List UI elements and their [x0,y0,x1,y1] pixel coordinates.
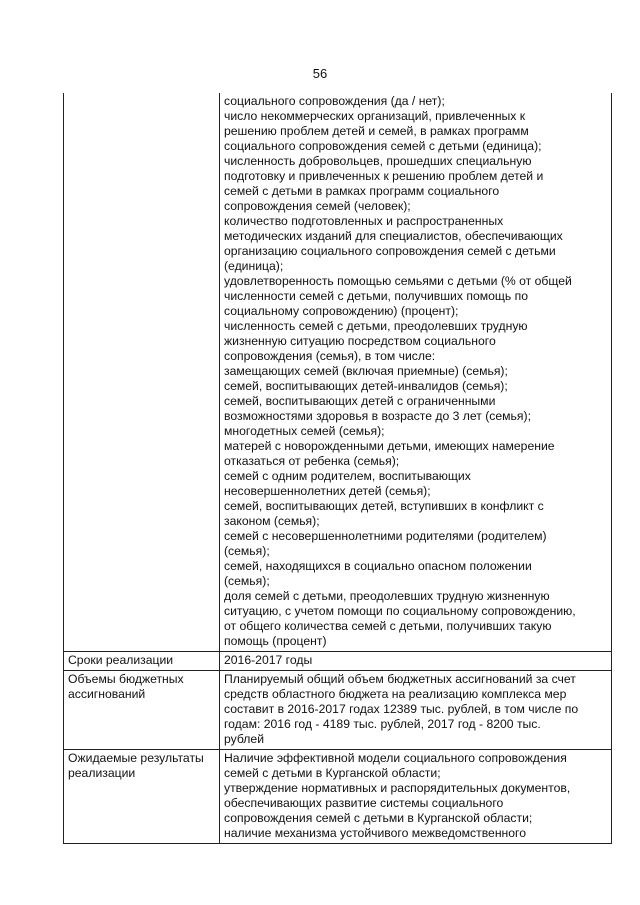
row-content-line: (единица); [224,259,284,273]
page-number: 56 [312,66,328,81]
row-label-line: Сроки реализации [68,653,174,667]
row-content-line: Наличие эффективной модели социального сопровождения [224,751,567,765]
row-content-line: жизненную ситуацию посредством социального [224,334,496,348]
row-content-line: численность добровольцев, прошедших специальную [224,154,532,168]
row-content-line: возможностями здоровья в возрасте до 3 лет (семья); [224,409,531,423]
table-body [64,93,612,844]
row-content-line: семей, находящихся в социально опасном положении [224,559,532,573]
row-content-line: социальному сопровождению) (процент); [224,304,459,318]
row-content-cell [220,671,612,750]
row-content-line: утверждение нормативных и распорядительных документов, [224,781,571,795]
row-content-line: семей с одним родителем, воспитывающих [224,469,471,483]
row-content-line: отказаться от ребенка (семья); [224,454,400,468]
row-content-line: подготовку и привлеченных к решению проблем детей и [224,169,544,183]
row-content-line: сопровождения семей с детьми в Курганской области; [224,811,533,825]
row-content-line: матерей с новорожденными детьми, имеющих намерение [224,439,555,453]
row-content-line: удовлетворенность помощью семьями с детьми (% от общей [224,274,572,288]
row-content-line: замещающих семей (включая приемные) (семья); [224,364,508,378]
row-content-line: годам: 2016 год - 4189 тыс. рублей, 2017 год - 8200 тыс. [224,717,541,731]
program-passport-table [63,93,612,844]
row-label-line: Объемы бюджетных [68,672,184,686]
row-content-cell [220,652,612,671]
row-content-line: социального сопровождения (да / нет); [224,94,445,108]
row-content-line: семей с детьми в Курганской области; [224,766,441,780]
row-content-line: семей, воспитывающих детей-инвалидов (семья); [224,379,508,393]
row-label-line: реализации [68,766,136,780]
row-content-line: численности семей с детьми, получивших помощь по [224,289,529,303]
table-row [64,652,612,671]
row-content-line: (семья); [224,574,270,588]
table-row [64,93,612,652]
row-content-line: составит в 2016-2017 годах 12389 тыс. рублей, в том числе по [224,702,579,716]
row-content-line: сопровождения (семья), в том числе: [224,349,436,363]
row-content-line: численность семей с детьми, преодолевших трудную [224,319,528,333]
row-content-line: помощь (процент) [224,634,327,648]
row-content-line: количество подготовленных и распространенных [224,214,504,228]
row-content-line: многодетных семей (семья); [224,424,385,438]
row-content-cell [220,93,612,652]
row-content-line: наличие механизма устойчивого межведомственного [224,826,527,840]
row-label-cell [64,671,220,750]
row-content-line: сопровождения семей (человек); [224,199,411,213]
row-content-line: семей с детьми в рамках программ социального [224,184,500,198]
row-content-line: Планируемый общий объем бюджетных ассигнований за счет [224,672,576,686]
row-label-cell [64,93,220,652]
row-content-line: рублей [224,732,265,746]
row-content-line: (семья); [224,544,270,558]
row-content-line: социального сопровождения семей с детьми (единица); [224,139,542,153]
row-content-line: семей с несовершеннолетними родителями (родителем) [224,529,547,543]
row-content-line: средств областного бюджета на реализацию комплекса мер [224,687,567,701]
row-content-line: законом (семья); [224,514,320,528]
row-content-line: семей, воспитывающих детей, вступивших в конфликт с [224,499,544,513]
row-label-line: Ожидаемые результаты [68,751,204,765]
row-content-line: организацию социального сопровождения семей с детьми [224,244,556,258]
row-content-line: от общего количества семей с детьми, получивших такую [224,619,552,633]
table-row [64,750,612,844]
row-label-line: ассигнований [68,687,146,701]
row-content-line: доля семей с детьми, преодолевших трудную жизненную [224,589,550,603]
row-content-line: обеспечивающих развитие системы социального [224,796,504,810]
row-content-line: решению проблем детей и семей, в рамках программ [224,124,529,138]
row-content-cell [220,750,612,844]
row-content-line: семей, воспитывающих детей с ограниченными [224,394,496,408]
row-content-line: число некоммерческих организаций, привлеченных к [224,109,526,123]
row-content-line: ситуацию, с учетом помощи по социальному сопровождению, [224,604,576,618]
row-label-cell [64,750,220,844]
row-label-cell [64,652,220,671]
row-content-line: методических изданий для специалистов, обеспечивающих [224,229,563,243]
table-row [64,671,612,750]
row-content-line: 2016-2017 годы [224,653,313,667]
row-content-line: несовершеннолетних детей (семья); [224,484,431,498]
